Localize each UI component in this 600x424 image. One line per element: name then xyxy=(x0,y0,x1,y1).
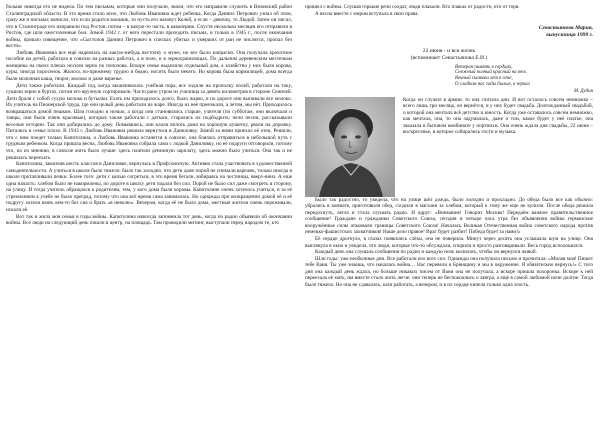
dedication-line: (вспоминает Севастьянова Е.И.) xyxy=(410,54,488,61)
left-paragraph: Капитолина, закончив шесть классов в Даниловке, вернулась в Профсоюзную. Активно стала участвовать в художественной самодеятельности. А учиться в школе было тяжело: было так холодно, что дети даже порой не снимали варежек, только иногда в школе протапливали печки. Более того: дети с целью согреться, в это время бегали, взбираясь на лестницы, вверх-вниз. А еще одна напасть: хлебом было не накормлены, по дороге в школу дети падали без сил. Порой не было сил даже смотреть в сторону, на улицу. И тогда учитель обращался к родителям, тем, у кого дома были коровы. Капитолине очень хотелось учиться, и за её стремлением к учебе не было преград, потому что она всё время сама занималась. Но однажды при возвращении домой её и её подругу хотели взять кем-то без сна и брать «в неволю». Вечером, когда её не было дома, местные жители очень переживали, искали её. xyxy=(6,161,292,213)
epigraph-line: Ветеран память в сердцах, xyxy=(455,64,513,70)
right-paragraph: Шли годы: уже необычные дни. Все работали изо всех сил. Однажды она получила письмо и прочитала: «Милая моя! Пишет тебе Ваня. Ты уже знаешь, что началась война… Нас перевели в Брянщину и мы в окружение. Я обязательно вернусь!» С того дня она каждый день ждала, но больше никаких писем от Вани она не получала, а вскоре пришла похоронка. Вскоре к ней переехала её мать, им вместе стало жить легче: они теперь не беспокоились о завтра, а ещё в самой любимой ночи долгие. Тогда было тяжело. Но она не сдавалась, шли работать, а вечером, и в их сердце кипела только одна злость. xyxy=(305,255,593,288)
dedication-line: 22 июня - и вся жизнь xyxy=(422,48,476,55)
author-name: Севастьянова Мария, xyxy=(538,25,593,32)
dedication xyxy=(305,48,593,62)
right-intro: пришел с войны. Слушая горькие речи солдат, люди плакали. Кто плакал от радости, кто от горя. xyxy=(305,4,520,10)
right-column xyxy=(305,4,593,288)
right-intro-2: А весна вместе с миром вступала в свои права. xyxy=(315,10,419,17)
left-paragraph: Дети также работали. Каждый год, когда заканчивалась учебная пора, все ходили на прополку полей, работали на току, сушили зерно в буртах, потом его вручную сортировали. Часто рано утром из училища за девять километров в стороне Сеничей. Дети брали с собой сухую молоко и бутылки. Ехать им приходилось долго, было жарко, и по дороге они выпивали все молоко. Их учитель на Пионерской труда, где они целый день работали на жаре. Иногда из неё приезжали, а летом, мы нёт. Приходилось возвращаться домой пешком. Шли голодно и ночью, а когда они становились старше, учителя (по субботам, они включали и танцы, они были очень красивые), которые также работали с детьми, старались их подбодрить: пели песни, рассказывали веселые истории. Так они добирались до дому. Помывшись, они клали вплоть дома на хорошую кушетку, рвали на дорожку. Питались в семье плохо. В 1943 г. Любовь Ивановна решила вернуться в Даниловку. Зимой за ними приехал её отец. Решили, что с ним поедет только Капитолина, а Любовь Ивановна останется в совхозе, она боялась отправиться в небольшой путь с грудным ребенком. Когда пришла весна, Любовь Ивановна собрала сама с лодкой Даниловку, но её подруги отговорили, потому что, по их мнению, в совхозе жить было лучше: здесь платили денежную зарплату, здесь можно было учиться. Она так и не решилась переехать. xyxy=(6,82,292,161)
left-paragraph: Вот так и жила моя семья в годы войны. Капитолина навсегда запомнила тот день, когда по радио объявили об окончании войны. Все люди на следующий день пошли в центр, на площадь. Там проводили митинг, выступали перед народом те, кто xyxy=(6,213,292,227)
epigraph xyxy=(455,65,593,95)
portrait-photo-image xyxy=(305,97,395,197)
right-paragraph: Каждый день она слушала сообщения по радио и каждую ночь молилась, чтобы он вернулся живой. xyxy=(315,249,537,256)
portrait-photo xyxy=(305,97,395,197)
epigraph-line: Вечный сынкова лет в огне, xyxy=(455,76,513,82)
photo-section xyxy=(305,97,593,197)
left-paragraph: Любовь Ивановна все ещё надеялась на какую-нибудь весточку о муже, но все было напрасно. Она получала крохотное пособие на детей, работала в совхозе на разных работах, а в поле, и в зернохранилищах. По дальним деревенским местечкам женщины на своих плечах носили зерно по пополова. Вскоре семье выделили отдельный дом, а хозяйство у них были корова, куры, иногда поросенок. Жилось по-прежнему трудно и бедно, носить было нечего. Но корова была кормилицей, дома всегда были молочная каша, творог, молоко и даже варенье. xyxy=(6,49,292,83)
epigraph-line: Снежный полный красный на весь xyxy=(455,70,527,76)
epigraph-line: О сладком нас годы былые, в зеркал xyxy=(455,82,530,88)
right-paragraph: Её сердце дрогнуло, в глазах появились слёзы, она не поверила. Минут через десять она услышала шум на улице. Она выглянула в окно и увидела, что люди, которые что-то обсуждали, спорили и просто разговаривали. Весь город всполошился. xyxy=(305,235,593,249)
right-paragraph: Было так радостно, то увидела, что на улице шёл дождь, было холодно и прохладно. До обеда было все как обычно: убрались в комнате, приготовили обед, сходили в магазин за хлебом, который к тому же еще не купили. После обеда решила передохнуть, легла и стала слушать радио. И вдруг: «Внимание! Говорит Москва! Передаём важное правительственное сообщение! Граждане и гражданки Советского Союза, сегодня в четыре часа утра без объявления войны германские вооружённые силы атаковали границы Советского Союза! Началась Великая Отечественная война советского народа против немецко-фашистских захватчиков! Наше дело правое! Враг будет разбит! Победа будет за нами!» xyxy=(305,196,593,236)
photo-side-text: Когда он служил в армии, то она считала дни. И вот осталось совсем немножко – всего лишь три месяца, он вернётся, и у них будет свадьба. Долгожданный свадьбой, о которой она мечтала всё детство и юность. Когда уже оставалось совсем немножко, как мечтала, она, то она задумалась, даже о том, какое будет у неё платье, она заказала в бытовом комбинате у портнихи. Она очень ждала дня свадьбы, 22 июня – воскресенье, в которое собирались гости и музыка. xyxy=(403,96,593,136)
left-paragraph: больше никогда его не видела. По тем письмам, которые они получали, знали, что его направили служить в Вязовский район Сталинградской области. В это время стало ясно, что Любовь Ивановна ждет ребенка. Когда Даниил Петрович узнал об этом, сразу же и письмах написал, что если родится мальчик, то пусть его назовут Колей, а если – девочку, то Людой. Затем он писал, что в Сталинграде его направили под Ростов, потом – в какую-то часть, в кавалерию. Спустя несколько месяцев его отправили в Ростов, где шли ожесточенные бои. Зимой 1942 г. от него перестали приходить письма, и только в 1945 г., после окончания войны, пришло извещение, что «Сыстолов Даниил Петрович в списках убитых и умерших от ран не числится, пропал без вести». xyxy=(6,4,292,50)
left-column xyxy=(6,4,292,227)
author-signature xyxy=(305,25,593,39)
author-note: выпускница 1999 г. xyxy=(546,32,593,39)
epigraph-author: М. Дудин xyxy=(573,88,593,94)
